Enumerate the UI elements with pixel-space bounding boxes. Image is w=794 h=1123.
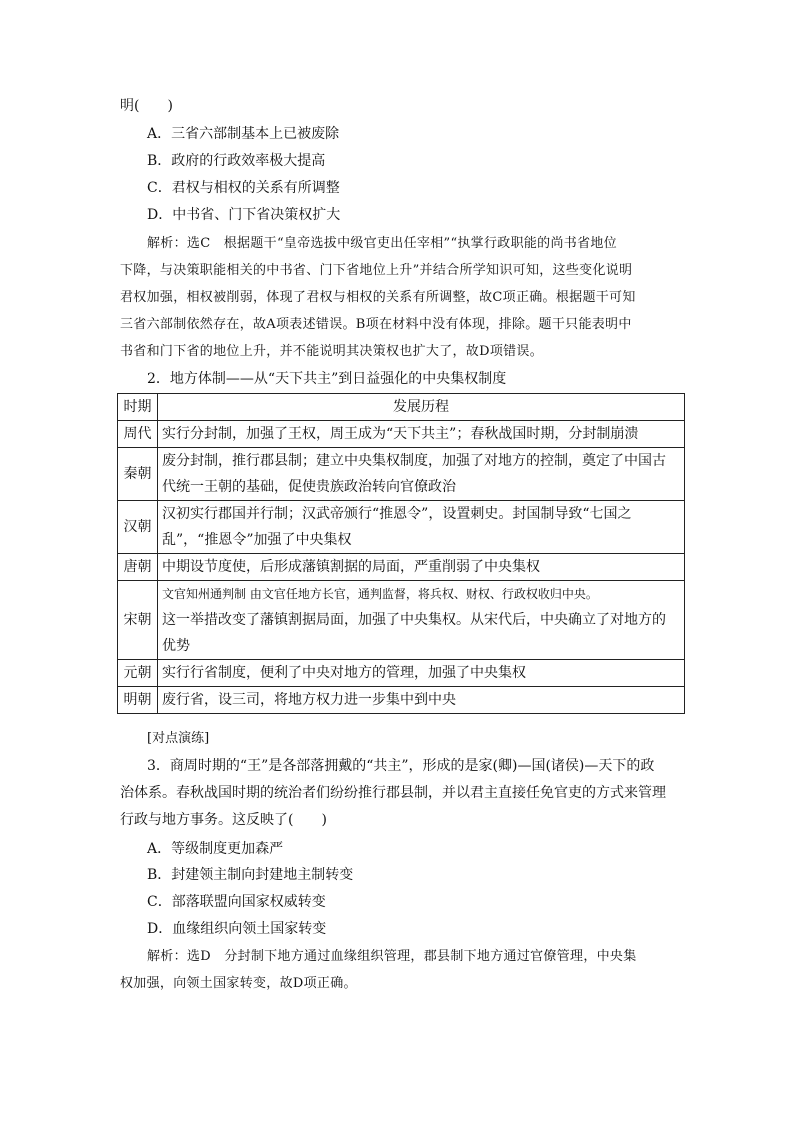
table-header-row bbox=[118, 394, 685, 421]
desc-line: 优势 bbox=[162, 638, 190, 654]
table-row bbox=[118, 554, 685, 581]
q1-explanation-line: 下降，与决策职能相关的中书省、门下省地位上升”并结合所学知识可知，这些变化说明 bbox=[120, 263, 633, 278]
q1-stem-tail: 明( ) bbox=[120, 98, 173, 114]
q1-option-b: B．政府的行政效率极大提高 bbox=[147, 153, 326, 169]
desc-line: 废行省，设三司，将地方权力进一步集中到中央 bbox=[162, 692, 456, 708]
q1-explanation-line: 解析：选C 根据题干“皇帝选拔中级官吏出任宰相”“执掌行政职能的尚书省地位 bbox=[147, 236, 617, 251]
section2-heading: 2．地方体制——从“天下共主”到日益强化的中央集权制度 bbox=[147, 371, 507, 387]
desc-line: 这一举措改变了藩镇割据局面，加强了中央集权。从宋代后，中央确立了对地方的 bbox=[162, 612, 666, 628]
era-cell: 汉朝 bbox=[118, 501, 158, 554]
desc-line: 乱”，“推恩令”加强了中央集权 bbox=[162, 532, 352, 548]
desc-cell bbox=[158, 660, 685, 687]
desc-cell bbox=[158, 448, 685, 501]
desc-line: 文官知州通判制 由文官任地方长官，通判监督，将兵权、财权、行政权收归中央。 bbox=[162, 587, 598, 601]
q3-option-b: B．封建领主制向封建地主制转变 bbox=[147, 867, 354, 883]
table-row bbox=[118, 501, 685, 554]
q3-explanation-line: 权加强，向领土国家转变，故D项正确。 bbox=[120, 976, 357, 991]
table-row bbox=[118, 687, 685, 714]
practice-tag: [对点演练] bbox=[147, 731, 210, 746]
local-system-table bbox=[117, 393, 685, 714]
desc-line: 实行分封制，加强了王权，周王成为“天下共主”；春秋战国时期，分封制崩溃 bbox=[162, 426, 639, 442]
q1-explanation-line: 书省和门下省的地位上升，并不能说明其决策权也扩大了，故D项错误。 bbox=[120, 344, 544, 359]
q1-option-c: C．君权与相权的关系有所调整 bbox=[147, 180, 340, 196]
table-row bbox=[118, 421, 685, 448]
desc-line: 废分封制，推行郡县制；建立中央集权制度，加强了对地方的控制，奠定了中国古 bbox=[162, 453, 666, 469]
era-cell: 明朝 bbox=[118, 687, 158, 714]
era-cell: 秦朝 bbox=[118, 448, 158, 501]
q3-option-d: D．血缘组织向领土国家转变 bbox=[147, 921, 327, 937]
era-cell: 元朝 bbox=[118, 660, 158, 687]
table-row bbox=[118, 448, 685, 501]
desc-line: 实行行省制度，便利了中央对地方的管理，加强了中央集权 bbox=[162, 665, 526, 681]
q3-stem-line: 3．商周时期的“王”是各部落拥戴的“共主”，形成的是家(卿)—国(诸侯)—天下的政 bbox=[147, 758, 655, 774]
desc-cell bbox=[158, 581, 685, 660]
q3-option-a: A．等级制度更加森严 bbox=[147, 841, 284, 857]
q1-explanation-line: 君权加强，相权被削弱，体现了君权与相权的关系有所调整，故C项正确。根据题干可知 bbox=[120, 290, 636, 305]
desc-cell bbox=[158, 687, 685, 714]
table-row bbox=[118, 660, 685, 687]
q1-option-a: A．三省六部制基本上已被废除 bbox=[147, 126, 340, 142]
desc-line: 代统一王朝的基础，促使贵族政治转向官僚政治 bbox=[162, 479, 456, 495]
q1-option-d: D．中书省、门下省决策权扩大 bbox=[147, 207, 341, 223]
header-development: 发展历程 bbox=[158, 394, 685, 421]
desc-line: 中期设节度使，后形成藩镇割据的局面，严重削弱了中央集权 bbox=[162, 559, 540, 575]
q1-explanation-line: 三省六部制依然存在，故A项表述错误。B项在材料中没有体现，排除。题干只能表明中 bbox=[120, 317, 632, 332]
desc-cell bbox=[158, 554, 685, 581]
q3-stem-line: 治体系。春秋战国时期的统治者们纷纷推行郡县制，并以君主直接任免官吏的方式来管理 bbox=[120, 785, 666, 801]
table-row bbox=[118, 581, 685, 660]
desc-line: 汉初实行郡国并行制；汉武帝颁行“推恩令”，设置刺史。封国制导致“七国之 bbox=[162, 506, 632, 522]
era-cell: 周代 bbox=[118, 421, 158, 448]
era-cell: 宋朝 bbox=[118, 581, 158, 660]
q3-explanation-line: 解析：选D 分封制下地方通过血缘组织管理，郡县制下地方通过官僚管理，中央集 bbox=[147, 949, 637, 964]
desc-cell bbox=[158, 501, 685, 554]
era-cell: 唐朝 bbox=[118, 554, 158, 581]
q3-option-c: C．部落联盟向国家权威转变 bbox=[147, 894, 326, 910]
q3-stem-line: 行政与地方事务。这反映了( ) bbox=[120, 812, 327, 828]
header-period: 时期 bbox=[118, 394, 158, 421]
desc-cell bbox=[158, 421, 685, 448]
